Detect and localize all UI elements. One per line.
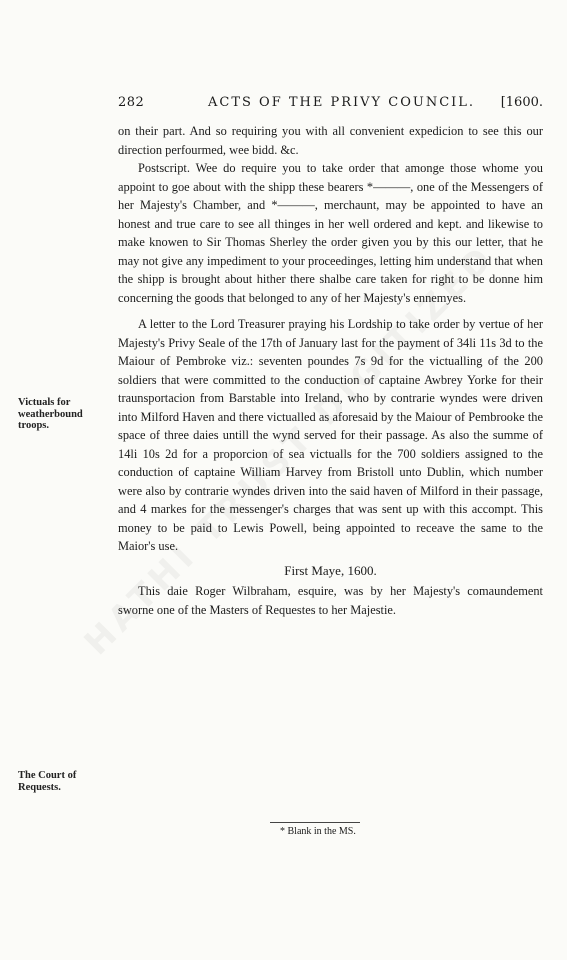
body-text	[118, 122, 543, 619]
header-year: [1600.	[500, 95, 543, 110]
paragraph-wilbraham: This daie Roger Wilbraham, esquire, was by her Majesty's comaundement sworne one of the Masters of Requestes to her Majestie.	[118, 584, 543, 617]
page-number: 282	[118, 95, 145, 110]
paragraph-lord-treasurer-letter: A letter to the Lord Treasurer praying his Lordship to take order by vertue of her Majesty's Privy Seale of the 17th of January last for the payment of 34li 11s 3d to the Maiour of Pembroke viz.: seventen poundes 7s 9d for the victualling of the 200 soldiers that were committed to the conduction of captaine Awbrey Yorke for their traunsportacion from Barstable into Ireland, who by contrarie wyndes were driven into Milford Haven and there victualled as aforesaid by the Maiour of Pembrooke the space of three daies untill the wynd served for their passage. As also the summe of 14li 10s 2d for a proporcion of sea victualls for the 700 soldiers assigned to the conduction of captaine William Harvey from Bristoll unto Dublin, which number were also by contrarie wyndes driven into the said haven of Milford in their passage, and 4 markes for the messenger's charges that was sent up with this accompt. This money to be paid to Lewis Powell, being appointed to receave the same to the Maior's use.	[118, 317, 543, 553]
running-title: ACTS OF THE PRIVY COUNCIL.	[208, 95, 476, 110]
footnote: * Blank in the MS.	[280, 826, 356, 837]
page-header	[118, 95, 543, 115]
footnote-rule	[270, 822, 360, 823]
paragraph-postscript: Postscript. Wee do require you to take order that amonge those whome you appoint to goe about with the shipp these bearers *———, one of the Messengers of her Majesty's Chamber, and *———, merchaunt, may be appointed to have an honest and true care to see all thinges in her well ordered and kept. and likewise to make knowen to Sir Thomas Sherley the order given you by this our letter, that he may not give any impediment to your proceedinges, letting him understand that when the shipp is brought about hither there shalbe care taken for right to be donne him concerning the goods that belonged to any of her Majesty's ennemyes.	[118, 161, 543, 305]
date-heading: First Maye, 1600.	[284, 562, 377, 578]
paragraph-closing: on their part. And so requiring you with all convenient expedicion to see this our direction perfourmed, wee bidd. &c.	[118, 124, 543, 157]
margin-note-court: The Court of Requests.	[18, 770, 77, 793]
margin-note-victuals: Victuals for weatherbound troops.	[18, 397, 83, 431]
